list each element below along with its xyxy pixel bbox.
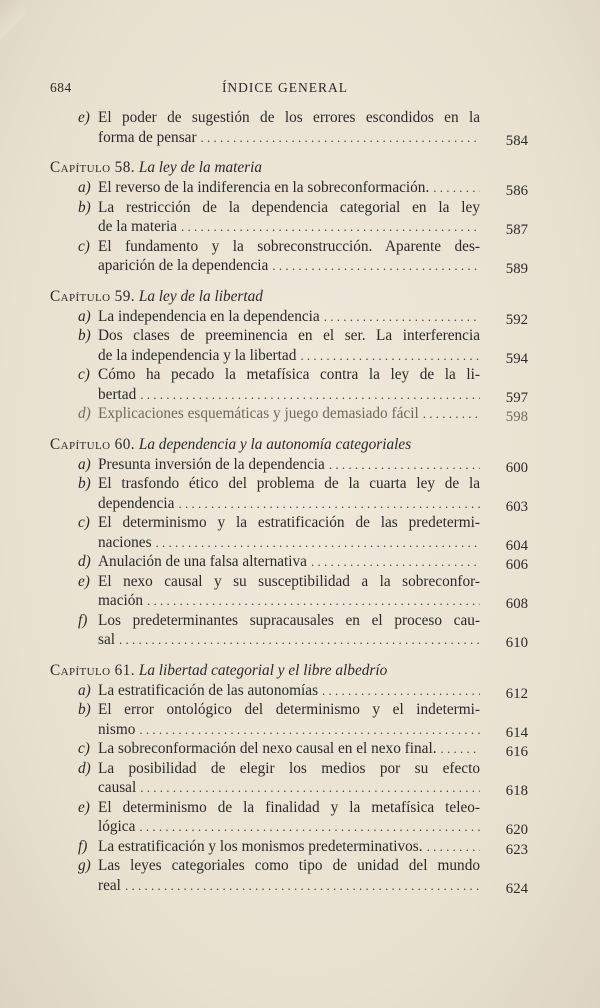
- entry-text: naciones: [98, 533, 152, 551]
- entry-page-number: 589: [505, 261, 528, 277]
- leader-dots: [139, 817, 480, 837]
- entry-letter: e): [78, 109, 90, 126]
- leader-dots: [140, 385, 480, 405]
- chapter-section: [50, 435, 528, 650]
- entry-text: de la materia: [98, 218, 177, 235]
- leader-dots: [125, 876, 480, 896]
- chapter-title: La dependencia y la autonomía categoriales: [138, 435, 412, 453]
- toc-entry: [50, 404, 528, 424]
- entry-letter: d): [78, 759, 91, 777]
- entry-page-number: 594: [505, 350, 528, 367]
- entry-page-number: 600: [505, 459, 528, 476]
- entry-text: El reverso de la indiferencia en la sobreconformación.: [98, 179, 430, 196]
- leader-dots: [201, 128, 480, 148]
- entry-text-line: El error ontológico del determinismo y el indetermi-: [98, 701, 480, 718]
- entry-letter: c): [78, 366, 90, 383]
- entry-text-line: [98, 591, 480, 611]
- entry-letter: a): [78, 307, 91, 325]
- entry-letter: e): [78, 798, 90, 816]
- entry-page-number: 598: [505, 409, 528, 425]
- chapter-label: Capítulo 60.: [50, 435, 135, 453]
- entry-text-line: El determinismo de la finalidad y la metafísica teleo-: [98, 798, 480, 816]
- entry-text-line: [98, 217, 480, 237]
- entry-page-number: 586: [505, 183, 528, 199]
- entry-text-line: [98, 494, 480, 514]
- chapter-section: [50, 287, 528, 424]
- leader-dots: [311, 552, 480, 572]
- entry-text: real: [98, 876, 121, 894]
- entry-text-line: La restricción de la dependencia categorial en la ley: [98, 198, 480, 216]
- entry-text: La estratificación y los monismos predeterminativos.: [98, 837, 423, 855]
- entry-text-line: El poder de sugestión de los errores escondidos en la: [98, 109, 480, 126]
- leader-dots: [181, 217, 480, 237]
- entry-text-line: Dos clases de preeminencia en el ser. La interferencia: [98, 327, 480, 344]
- entry-page-number: 620: [505, 822, 528, 838]
- entry-text: dependencia: [98, 494, 175, 512]
- toc-entry: [50, 759, 528, 798]
- entry-text-line: [98, 630, 480, 650]
- entry-text-line: [98, 817, 480, 837]
- leader-dots: [119, 630, 480, 650]
- entry-letter: c): [78, 237, 90, 255]
- entry-text-line: [98, 404, 480, 424]
- entry-text-line: El fundamento y la sobreconstrucción. Aparente des-: [98, 237, 480, 255]
- leader-dots: [322, 681, 480, 701]
- entry-text-line: El trasfondo ético del problema de la cuarta ley de la: [98, 475, 480, 492]
- entry-text: de la independencia y la libertad: [98, 346, 297, 364]
- toc-entry: [50, 198, 528, 237]
- entry-letter: a): [78, 179, 91, 196]
- leader-dots: [300, 346, 480, 366]
- leader-dots: [427, 837, 480, 857]
- leader-dots: [139, 720, 480, 740]
- chapter-label: Capítulo 61.: [50, 661, 135, 679]
- entry-page-number: 604: [505, 537, 528, 554]
- entry-page-number: 610: [505, 635, 528, 651]
- entry-page-number: 623: [505, 841, 528, 858]
- entry-text-line: [98, 681, 480, 701]
- entry-page-number: 606: [505, 557, 528, 573]
- entry-text: aparición de la dependencia: [98, 257, 269, 274]
- entry-text-line: [98, 128, 480, 148]
- entry-text-line: [98, 256, 480, 276]
- leader-dots: [140, 778, 480, 798]
- entry-text-line: Los predeterminantes supracausales en el proceso cau-: [98, 611, 480, 629]
- toc-entry: [50, 513, 528, 552]
- entry-text-line: [98, 178, 480, 198]
- entry-page-number: 603: [505, 498, 528, 515]
- page-number: 684: [50, 80, 72, 95]
- entry-page-number: 618: [505, 783, 528, 799]
- entry-text: La sobreconformación del nexo causal en el nexo final.: [98, 740, 437, 757]
- entry-page-number: 614: [505, 724, 528, 741]
- toc-entry: [50, 178, 528, 198]
- leader-dots: [329, 455, 480, 475]
- entry-text-line: [98, 346, 480, 366]
- entry-letter: b): [78, 701, 91, 718]
- entry-text-line: [98, 307, 480, 327]
- entry-text: mación: [98, 592, 144, 609]
- toc-entry: [50, 837, 528, 857]
- toc-entry: [50, 307, 528, 327]
- entry-text-line: [98, 778, 480, 798]
- entry-text-line: [98, 552, 480, 572]
- entry-text-line: [98, 455, 480, 475]
- chapter-title: La libertad categorial y el libre albedrío: [138, 661, 388, 679]
- entry-letter: f): [78, 611, 88, 629]
- toc-entry: [50, 572, 528, 611]
- entry-text: La independencia en la dependencia: [98, 307, 320, 325]
- entry-text-line: La posibilidad de elegir los medios por su efecto: [98, 759, 480, 777]
- entry-text-line: [98, 533, 480, 553]
- entry-text-line: [98, 720, 480, 740]
- running-header: [50, 80, 520, 100]
- entry-text: bertad: [98, 385, 137, 403]
- entry-text: nismo: [98, 720, 136, 738]
- page-corner-wear: [0, 0, 26, 40]
- entry-letter: c): [78, 740, 90, 757]
- toc-entry: [50, 739, 528, 759]
- toc-entry: [50, 856, 528, 895]
- leader-dots: [433, 178, 480, 198]
- toc-entry: [50, 611, 528, 650]
- entry-page-number: 597: [505, 389, 528, 406]
- entry-text-line: Las leyes categoriales como tipo de unidad del mundo: [98, 857, 480, 874]
- toc-entry: [50, 455, 528, 475]
- entry-page-number: 587: [505, 222, 528, 238]
- chapter-section: [50, 108, 528, 147]
- toc-entry: [50, 326, 528, 365]
- toc-entry: [50, 681, 528, 701]
- toc-entry: [50, 237, 528, 276]
- entry-letter: d): [78, 553, 91, 570]
- entry-letter: c): [78, 514, 90, 531]
- entry-text-line: El determinismo y la estratificación de las predetermi-: [98, 514, 480, 531]
- entry-text: Presunta inversión de la dependencia: [98, 455, 325, 473]
- entry-text-line: [98, 739, 480, 759]
- chapter-section: [50, 158, 528, 276]
- entry-text: causal: [98, 779, 137, 796]
- entry-text-line: [98, 385, 480, 405]
- toc-entry: [50, 474, 528, 513]
- leader-dots: [423, 404, 480, 424]
- chapter-label: Capítulo 59.: [50, 287, 135, 305]
- leader-dots: [441, 739, 480, 759]
- entry-page-number: 608: [505, 596, 528, 612]
- leader-dots: [272, 256, 480, 276]
- entry-text: La estratificación de las autonomías: [98, 681, 319, 699]
- entry-text-line: El nexo causal y su susceptibilidad a la sobreconfor-: [98, 572, 480, 590]
- chapter-heading: [50, 158, 528, 178]
- toc-entry: [50, 700, 528, 739]
- entry-letter: b): [78, 475, 91, 492]
- leader-dots: [147, 591, 480, 611]
- entry-text-line: [98, 876, 480, 896]
- chapter-section: [50, 661, 528, 896]
- entry-text: lógica: [98, 818, 136, 835]
- running-title: ÍNDICE GENERAL: [221, 80, 349, 95]
- entry-letter: e): [78, 572, 90, 590]
- chapter-title: La ley de la libertad: [138, 287, 263, 305]
- entry-letter: f): [78, 837, 88, 855]
- entry-text: forma de pensar: [98, 128, 197, 146]
- toc-entry: [50, 108, 528, 147]
- leader-dots: [324, 307, 480, 327]
- entry-page-number: 612: [505, 685, 528, 702]
- chapter-heading: [50, 661, 528, 681]
- entry-letter: b): [78, 327, 91, 344]
- entry-letter: b): [78, 198, 91, 216]
- entry-letter: a): [78, 455, 91, 473]
- chapter-title: La ley de la materia: [138, 159, 263, 176]
- entry-letter: a): [78, 681, 91, 699]
- toc-entry: [50, 798, 528, 837]
- entry-page-number: 616: [505, 744, 528, 760]
- leader-dots: [156, 533, 480, 553]
- toc-entry: [50, 552, 528, 572]
- entry-text: sal: [98, 631, 115, 648]
- chapter-heading: [50, 287, 528, 307]
- entry-text-line: Cómo ha pecado la metafísica contra la ley de la li-: [98, 366, 480, 383]
- entry-text: Explicaciones esquemáticas y juego demasiado fácil: [98, 405, 419, 422]
- entry-letter: g): [78, 857, 91, 874]
- table-of-contents: [50, 108, 528, 895]
- chapter-label: Capítulo 58.: [50, 159, 135, 176]
- entry-text-line: [98, 837, 480, 857]
- entry-page-number: 592: [505, 311, 528, 328]
- leader-dots: [178, 494, 480, 514]
- entry-text: Anulación de una falsa alternativa: [98, 553, 307, 570]
- entry-page-number: 584: [505, 132, 528, 149]
- chapter-heading: [50, 435, 528, 455]
- entry-page-number: 624: [505, 880, 528, 897]
- toc-entry: [50, 365, 528, 404]
- entry-letter: d): [78, 405, 91, 422]
